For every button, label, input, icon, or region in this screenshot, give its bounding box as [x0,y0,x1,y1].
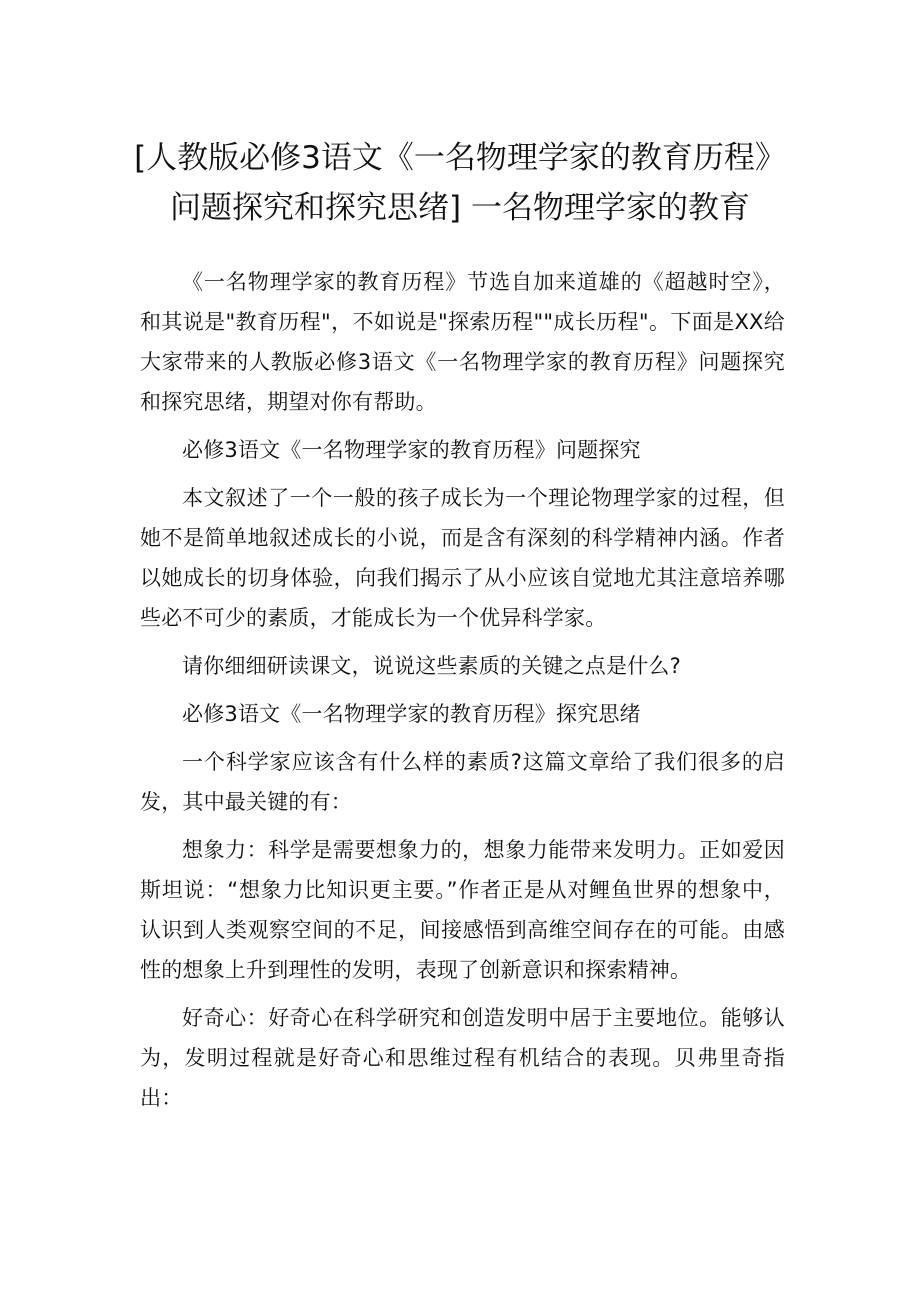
paragraph-qualities: 一个科学家应该含有什么样的素质?这篇文章给了我们很多的启发，其中最关键的有： [140,750,785,814]
paragraph-imagination: 想象力：科学是需要想象力的，想象力能带来发明力。正如爱因斯坦说：“想象力比知识更主要。”作者正是从对鲤鱼世界的想象中，认识到人类观察空间的不足，间接感悟到高维空间存在的可能。由感性的想象上升到理性的发明，表现了创新意识和探索精神。 [140,838,785,982]
paragraph-intro: 《一名物理学家的教育历程》节选自加来道雄的《超越时空》，和其说是"教育历程"，不如说是"探索历程""成长历程"。下面是XX给大家带来的人教版必修3语文《一名物理学家的教育历程》问题探究和探究思绪，期望对你有帮助。 [140,270,785,414]
section-heading-thinking: 必修3语文《一名物理学家的教育历程》探究思绪 [182,702,641,726]
paragraph-question: 请你细细研读课文，说说这些素质的关键之点是什么? [182,654,681,678]
document-title: [人教版必修3语文《一名物理学家的教育历程》问题探究和探究思绪] 一名物理学家的教育 [134,139,786,226]
section-heading-question: 必修3语文《一名物理学家的教育历程》问题探究 [182,438,641,462]
paragraph-summary: 本文叙述了一个一般的孩子成长为一个理论物理学家的过程，但她不是简单地叙述成长的小说，而是含有深刻的科学精神内涵。作者以她成长的切身体验，向我们揭示了从小应该自觉地尤其注意培养哪些必不可少的素质，才能成长为一个优异科学家。 [140,486,785,630]
document-body [140,262,785,1126]
paragraph-curiosity: 好奇心：好奇心在科学研究和创造发明中居于主要地位。能够认为，发明过程就是好奇心和思维过程有机结合的表现。贝弗里奇指出： [140,1006,785,1110]
